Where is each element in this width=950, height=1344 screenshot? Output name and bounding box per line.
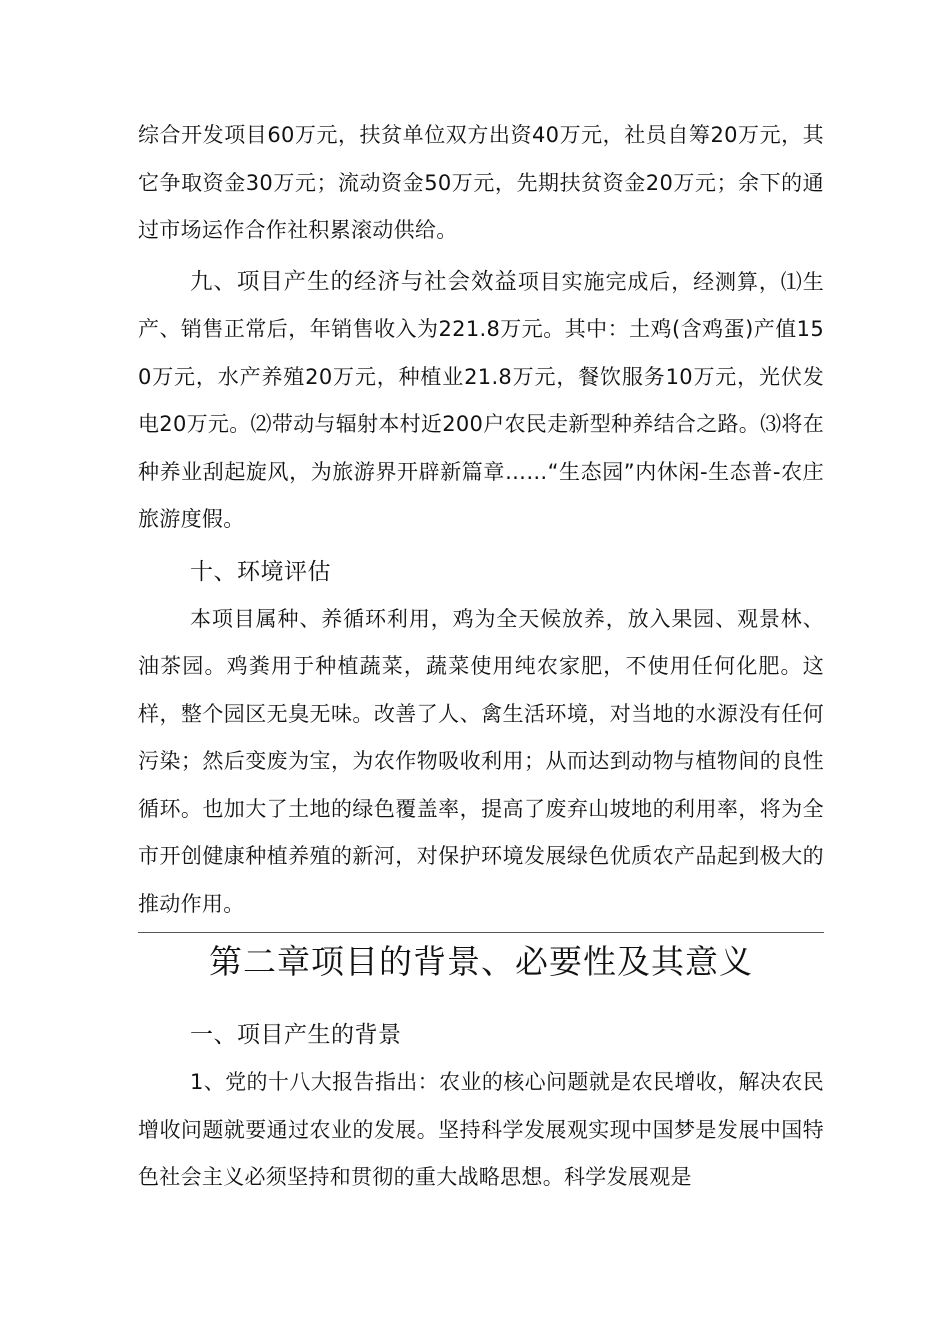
chapter-2-section-1-paragraph: 1、党的十八大报告指出：农业的核心问题就是农民增收，解决农民增收问题就要通过农业的发展。坚持科学发展观实现中国梦是发展中国特色社会主义必须坚持和贯彻的重大战略思想。科学发展观是 [138,1070,824,1189]
section-10-paragraph: 本项目属种、养循环利用，鸡为全天候放养，放入果园、观景林、油茶园。鸡粪用于种植蔬菜，蔬菜使用纯农家肥，不使用任何化肥。这样，整个园区无臭无味。改善了人、禽生活环境，对当地的水源没有任何污染；然后变废为宝，为农作物吸收利用；从而达到动物与植物间的良性循环。也加大了土地的绿色覆盖率，提高了废弃山坡地的利用率，将为全市开创健康种植养殖的新河，对保护环境发展绿色优质农产品起到极大的推动作用。 [138,606,824,916]
chapter-title: 第二章项目的背景、必要性及其意义 [209,942,753,981]
spacer [138,989,824,1011]
section-10-heading: 十、环境评估 [190,558,331,585]
section-9-paragraph [138,259,824,544]
funding-paragraph: 综合开发项目60万元，扶贫单位双方出资40万元，社员自筹20万元，其它争取资金30万元；流动资金50万元，先期扶贫资金20万元；余下的通过市场运作合作社积累滚动供给。 [138,123,824,242]
section-9-heading: 九、项目产生的经济与社会效益 [190,268,518,295]
document-page [138,112,824,1202]
section-9-body: 项目实施完成后，经测算，⑴生产、销售正常后，年销售收入为221.8万元。其中：土鸡(含鸡蛋)产值150万元，水产养殖20万元，种植业21.8万元，餐饮服务10万元，光伏发电20万元。⑵带动与辐射本村近200户农民走新型种养结合之路。⑶将在种养业刮起旋风，为旅游界开辟新篇章……“生态园”内休闲-生态普-农庄旅游度假。 [138,269,825,531]
chapter-2-section-1-heading: 一、项目产生的背景 [190,1022,402,1048]
